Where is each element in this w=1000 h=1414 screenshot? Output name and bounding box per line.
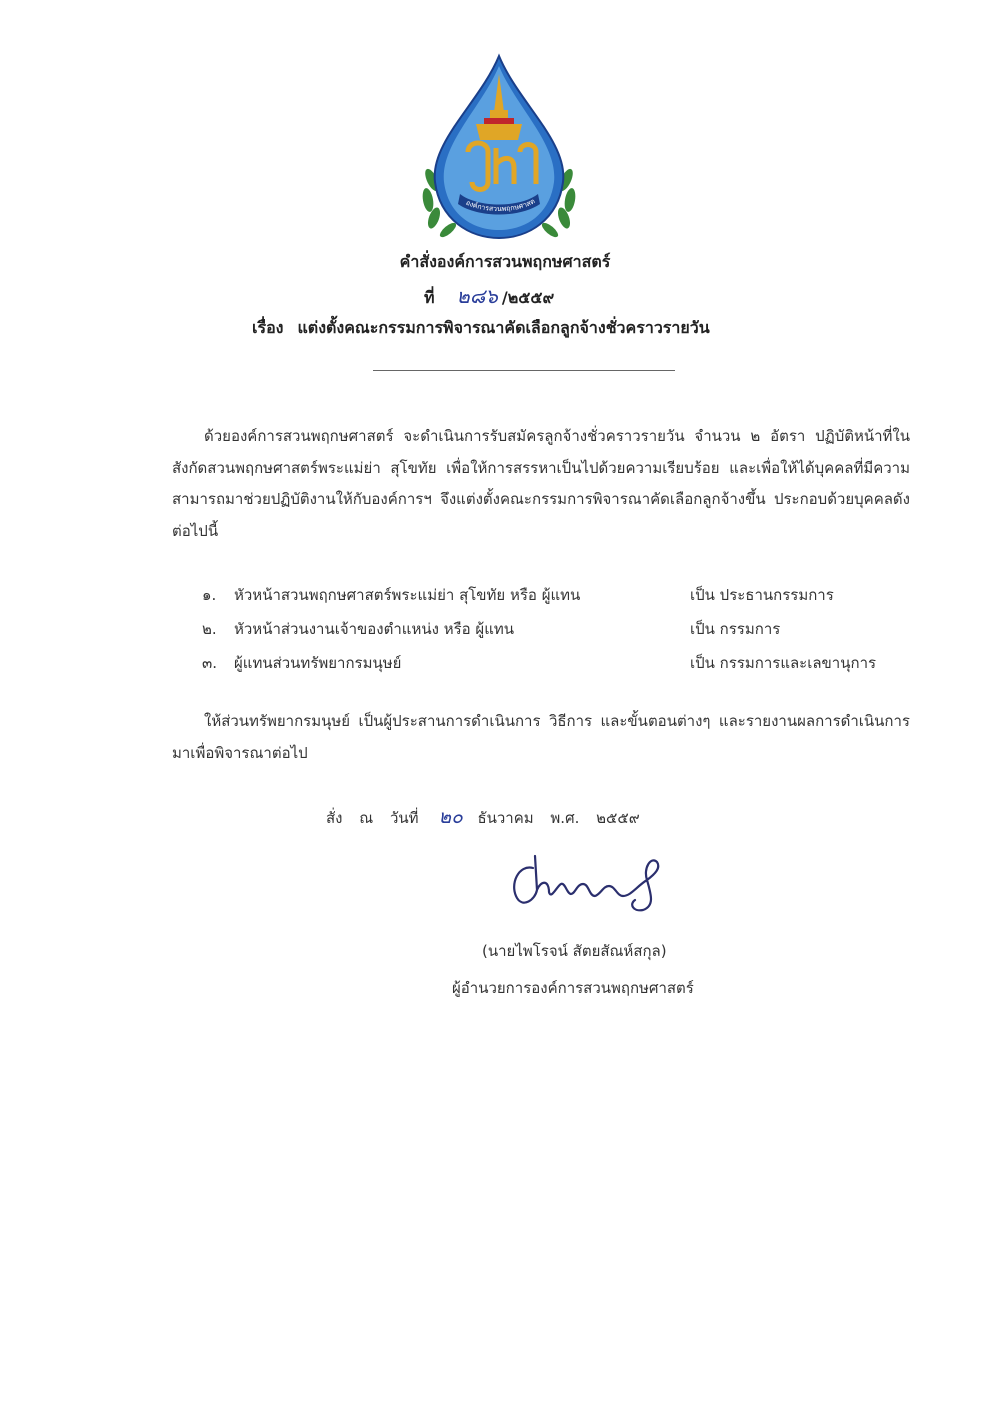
order-label: ที่ [424, 288, 435, 307]
list-item [202, 583, 922, 617]
member-role: เป็น กรรมการ [690, 620, 781, 638]
order-number-line [424, 280, 554, 312]
signer-title: ผู้อำนวยการองค์การสวนพฤกษศาสตร์ [452, 979, 694, 997]
order-dateline [326, 802, 652, 832]
member-role: เป็น ประธานกรรมการ [690, 586, 834, 604]
list-item [202, 617, 922, 651]
year: ๒๕๕๙ [596, 809, 640, 827]
order-word: สั่ง [326, 809, 343, 827]
era: พ.ศ. [550, 809, 580, 827]
member-role: เป็น กรรมการและเลขานุการ [690, 654, 877, 672]
order-number-handwritten: ๒๘๖ [456, 284, 498, 308]
seal-text: องค์การสวนพฤกษศาสต [464, 197, 537, 214]
item-number: ๒. [202, 620, 217, 638]
signature-icon [505, 850, 675, 920]
member-name: ผู้แทนส่วนทรัพยากรมนุษย์ [234, 654, 402, 672]
order-year: /๒๕๕๙ [501, 288, 555, 307]
item-number: ๑. [202, 586, 217, 604]
day-label: วันที่ [389, 809, 419, 827]
subject-label: เรื่อง [252, 318, 284, 337]
signer-name: (นายไพโรจน์ สัตยสัณห์สกุล) [482, 942, 667, 960]
at-word: ณ [359, 809, 374, 827]
item-number: ๓. [202, 654, 218, 672]
intro-paragraph: ด้วยองค์การสวนพฤกษศาสตร์ จะดำเนินการรับสมัครลูกจ้างชั่วคราวรายวัน จำนวน ๒ อัตรา ปฏิบัติหน้าที่ในสังกัดสวนพฤกษศาสตร์พระแม่ย่า สุโขทัย เพื่อให้การสรรหาเป็นไปด้วยความเรียบร้อย และเพื่อให้ได้บุคคลที่มีความสามารถมาช่วยปฏิบัติงานให้กับองค์การฯ จึงแต่งตั้งคณะกรรมการพิจารณาคัดเลือกลูกจ้างขึ้น ประกอบด้วยบุคคลดังต่อไปนี้ [172, 427, 910, 540]
subject-line [252, 316, 710, 341]
subject-text: แต่งตั้งคณะกรรมการพิจารณาคัดเลือกลูกจ้างชั่วคราวรายวัน [297, 318, 710, 337]
committee-list [202, 583, 922, 685]
month: ธันวาคม [477, 809, 534, 827]
member-name: หัวหน้าสวนพฤกษศาสตร์พระแม่ย่า สุโขทัย หรือ ผู้แทน [234, 586, 581, 604]
royal-emblem-icon [418, 52, 580, 240]
order-title: คำสั่งองค์การสวนพฤกษศาสตร์ [399, 252, 611, 271]
list-item [202, 651, 922, 685]
instruction-paragraph: ให้ส่วนทรัพยากรมนุษย์ เป็นผู้ประสานการดำเนินการ วิธีการ และขั้นตอนต่างๆ และรายงานผลการดำเนินการมาเพื่อพิจารณาต่อไป [172, 712, 910, 762]
day-handwritten: ๒๐ [438, 806, 463, 828]
member-name: หัวหน้าส่วนงานเจ้าของตำแหน่ง หรือ ผู้แทน [234, 620, 515, 638]
header-divider [373, 370, 675, 371]
